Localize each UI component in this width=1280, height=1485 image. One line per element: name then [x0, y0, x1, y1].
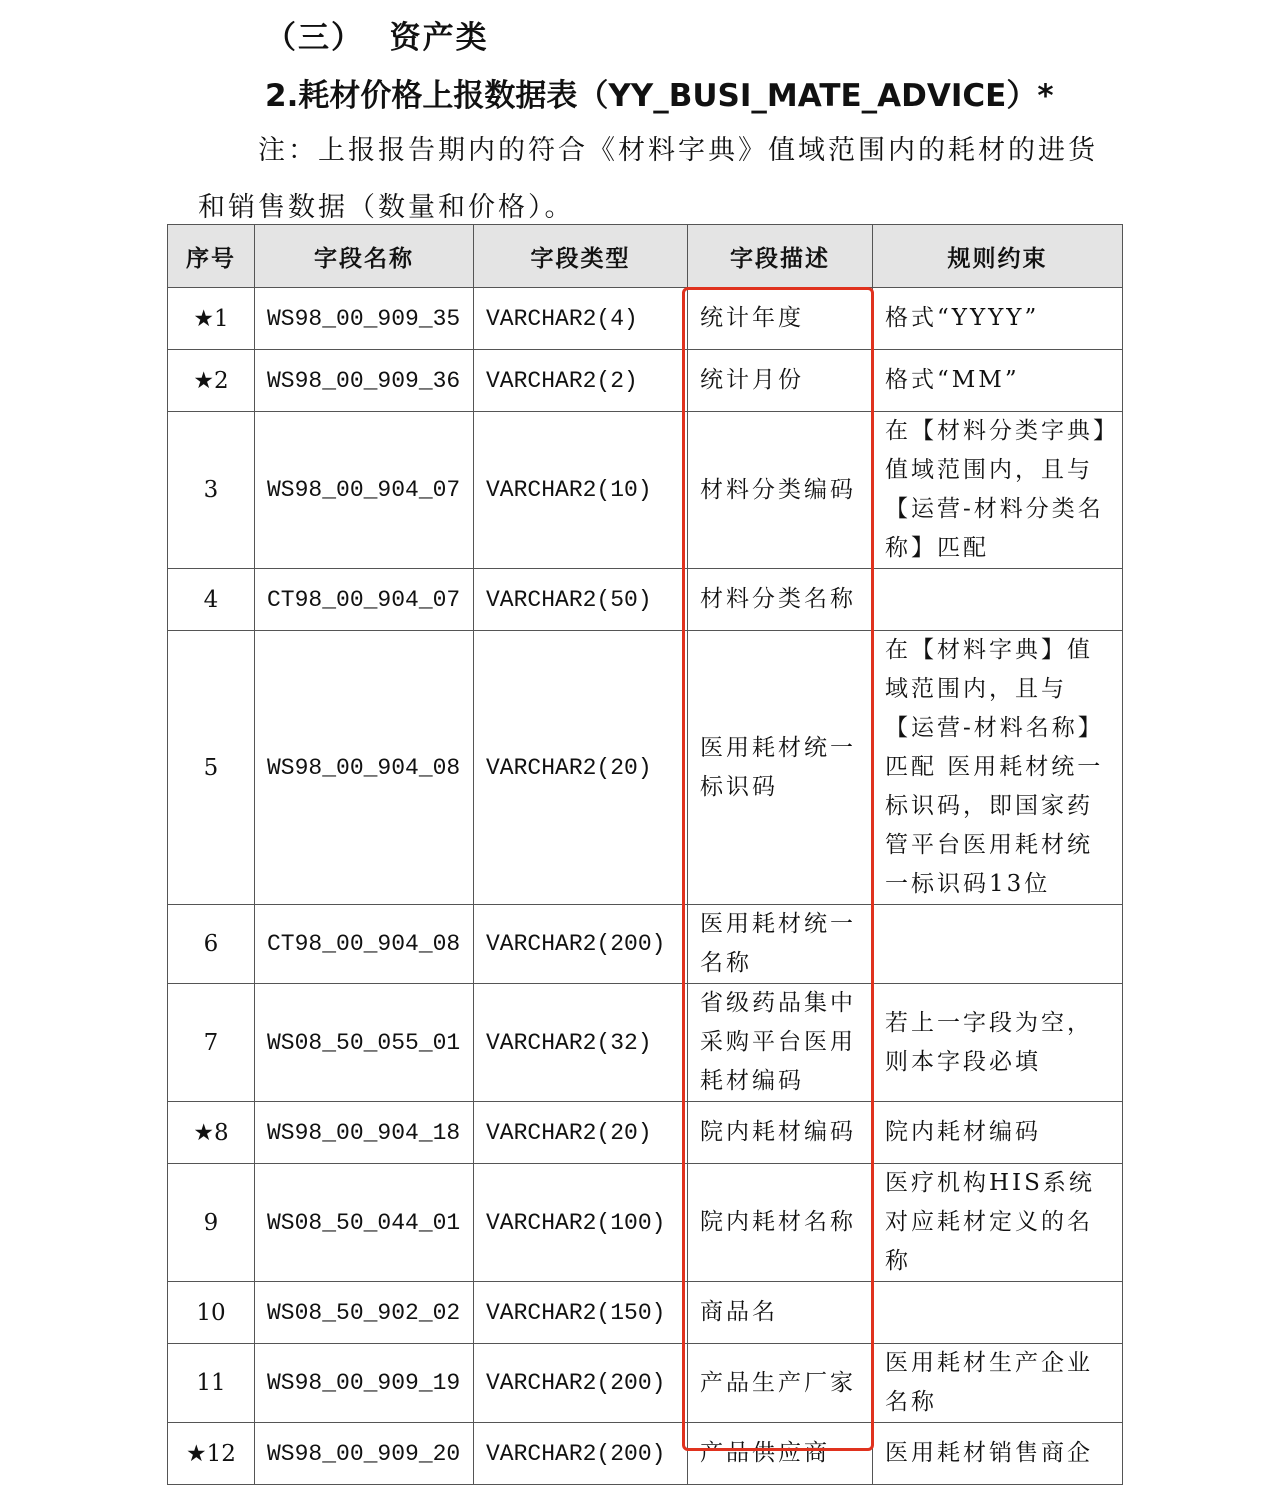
cell-rule	[873, 905, 1123, 984]
cell-no: 7	[168, 984, 255, 1102]
header-field-type: 字段类型	[474, 225, 688, 288]
table-header-row	[168, 225, 1123, 288]
cell-field-name: WS98_00_904_07	[255, 412, 474, 569]
cell-rule: 在【材料分类字典】值域范围内，且与【运营-材料分类名称】匹配	[873, 412, 1123, 569]
cell-field-type: VARCHAR2(150)	[474, 1282, 688, 1344]
cell-rule: 医疗机构HIS系统对应耗材定义的名称	[873, 1164, 1123, 1282]
table-row	[168, 1423, 1123, 1485]
cell-rule	[873, 569, 1123, 631]
table-row	[168, 1164, 1123, 1282]
cell-field-desc: 院内耗材编码	[688, 1102, 873, 1164]
cell-field-desc: 医用耗材统一名称	[688, 905, 873, 984]
header-no: 序号	[168, 225, 255, 288]
table-row	[168, 569, 1123, 631]
header-rule: 规则约束	[873, 225, 1123, 288]
cell-no: 5	[168, 631, 255, 905]
table-row	[168, 984, 1123, 1102]
cell-field-desc: 统计年度	[688, 288, 873, 350]
cell-no: ★2	[168, 350, 255, 412]
table-row	[168, 1344, 1123, 1423]
cell-field-type: VARCHAR2(200)	[474, 1344, 688, 1423]
cell-rule: 若上一字段为空，则本字段必填	[873, 984, 1123, 1102]
cell-rule: 格式“MM”	[873, 350, 1123, 412]
table-row	[168, 350, 1123, 412]
table-title: 2.耗材价格上报数据表（YY_BUSI_MATE_ADVICE）*	[265, 78, 1054, 114]
cell-no: ★12	[168, 1423, 255, 1485]
cell-field-type: VARCHAR2(32)	[474, 984, 688, 1102]
cell-field-type: VARCHAR2(10)	[474, 412, 688, 569]
section-heading: （三） 资产类	[265, 20, 489, 56]
cell-field-name: WS98_00_909_35	[255, 288, 474, 350]
cell-field-type: VARCHAR2(100)	[474, 1164, 688, 1282]
cell-field-type: VARCHAR2(50)	[474, 569, 688, 631]
cell-field-type: VARCHAR2(20)	[474, 631, 688, 905]
cell-field-type: VARCHAR2(200)	[474, 1423, 688, 1485]
table-row	[168, 1102, 1123, 1164]
cell-no: 3	[168, 412, 255, 569]
field-spec-table	[167, 224, 1123, 1485]
cell-field-name: CT98_00_904_07	[255, 569, 474, 631]
cell-field-desc: 材料分类名称	[688, 569, 873, 631]
cell-field-type: VARCHAR2(200)	[474, 905, 688, 984]
cell-no: 10	[168, 1282, 255, 1344]
cell-field-name: WS98_00_909_36	[255, 350, 474, 412]
cell-field-desc: 产品供应商	[688, 1423, 873, 1485]
cell-field-name: WS98_00_904_18	[255, 1102, 474, 1164]
cell-rule: 医用耗材销售商企	[873, 1423, 1123, 1485]
table-row	[168, 288, 1123, 350]
cell-no: ★1	[168, 288, 255, 350]
cell-field-name: WS08_50_044_01	[255, 1164, 474, 1282]
cell-field-desc: 统计月份	[688, 350, 873, 412]
table-row	[168, 905, 1123, 984]
cell-field-name: WS98_00_909_20	[255, 1423, 474, 1485]
cell-rule	[873, 1282, 1123, 1344]
note-line-2: 和销售数据（数量和价格）。	[198, 192, 575, 223]
table-row	[168, 1282, 1123, 1344]
header-field-name: 字段名称	[255, 225, 474, 288]
note-line-1: 注：上报报告期内的符合《材料字典》值域范围内的耗材的进货	[258, 135, 1098, 166]
cell-rule: 院内耗材编码	[873, 1102, 1123, 1164]
cell-field-type: VARCHAR2(20)	[474, 1102, 688, 1164]
cell-field-desc: 院内耗材名称	[688, 1164, 873, 1282]
cell-field-name: WS08_50_055_01	[255, 984, 474, 1102]
cell-no: 11	[168, 1344, 255, 1423]
cell-field-type: VARCHAR2(4)	[474, 288, 688, 350]
cell-no: ★8	[168, 1102, 255, 1164]
cell-field-desc: 材料分类编码	[688, 412, 873, 569]
cell-field-name: WS98_00_909_19	[255, 1344, 474, 1423]
cell-field-name: WS08_50_902_02	[255, 1282, 474, 1344]
cell-field-name: WS98_00_904_08	[255, 631, 474, 905]
table-row	[168, 631, 1123, 905]
cell-rule: 在【材料字典】值域范围内，且与【运营-材料名称】匹配 医用耗材统一标识码，即国家药管平台医用耗材统一标识码13位	[873, 631, 1123, 905]
cell-field-desc: 省级药品集中采购平台医用耗材编码	[688, 984, 873, 1102]
cell-field-name: CT98_00_904_08	[255, 905, 474, 984]
header-field-desc: 字段描述	[688, 225, 873, 288]
table-row	[168, 412, 1123, 569]
cell-no: 6	[168, 905, 255, 984]
cell-no: 9	[168, 1164, 255, 1282]
cell-rule: 格式“YYYY”	[873, 288, 1123, 350]
cell-no: 4	[168, 569, 255, 631]
cell-rule: 医用耗材生产企业名称	[873, 1344, 1123, 1423]
cell-field-type: VARCHAR2(2)	[474, 350, 688, 412]
cell-field-desc: 医用耗材统一标识码	[688, 631, 873, 905]
cell-field-desc: 商品名	[688, 1282, 873, 1344]
cell-field-desc: 产品生产厂家	[688, 1344, 873, 1423]
